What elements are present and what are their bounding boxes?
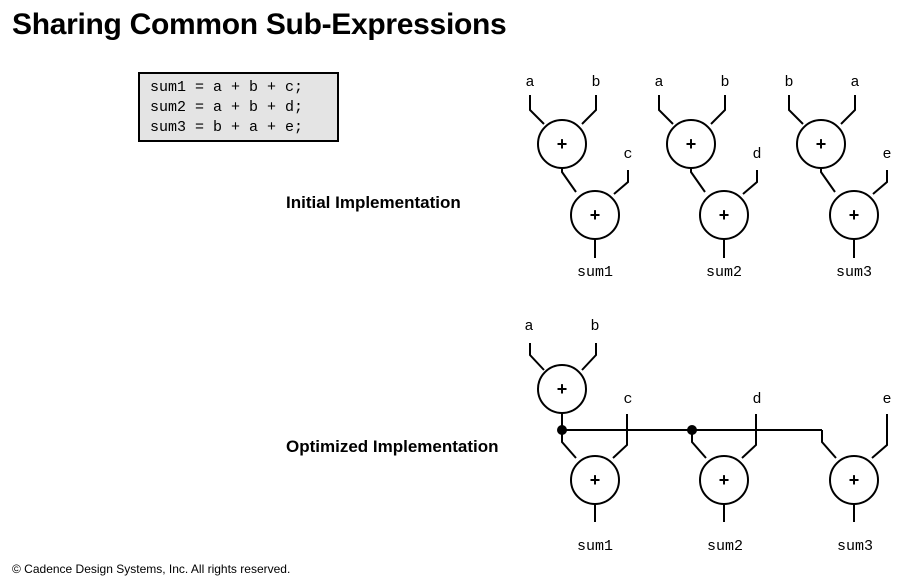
plus-sign: + xyxy=(718,205,730,225)
wire xyxy=(841,95,855,124)
optimized-implementation-label: Optimized Implementation xyxy=(286,437,499,456)
wire xyxy=(711,95,725,124)
wire xyxy=(582,343,596,370)
wire xyxy=(659,95,673,124)
output-label: sum3 xyxy=(836,538,874,555)
input-label: b xyxy=(784,74,794,91)
code-line-sum2: sum2 = a + b + d; xyxy=(150,99,304,116)
wire xyxy=(743,170,757,194)
plus-sign: + xyxy=(718,470,730,490)
copyright-notice: © Cadence Design Systems, Inc. All rights reserved. xyxy=(12,562,291,576)
wire xyxy=(872,414,887,458)
plus-sign: + xyxy=(848,205,860,225)
junction-dot xyxy=(687,425,697,435)
input-label: a xyxy=(525,74,535,91)
junction-dot xyxy=(557,425,567,435)
output-label: sum3 xyxy=(835,264,873,281)
plus-sign: + xyxy=(556,134,568,154)
wire xyxy=(742,414,756,458)
input-label: d xyxy=(752,146,762,163)
input-label: b xyxy=(590,318,600,335)
wire xyxy=(530,343,544,370)
plus-sign: + xyxy=(589,205,601,225)
wire xyxy=(613,414,627,458)
input-label: e xyxy=(882,391,892,408)
initial-implementation-label: Initial Implementation xyxy=(286,193,461,212)
output-label: sum1 xyxy=(576,264,614,281)
wire xyxy=(614,170,628,194)
plus-sign: + xyxy=(815,134,827,154)
page-title: Sharing Common Sub-Expressions xyxy=(12,8,507,41)
input-label: a xyxy=(524,318,534,335)
wire xyxy=(821,165,835,192)
input-label: a xyxy=(850,74,860,91)
wire xyxy=(873,170,887,194)
input-label: c xyxy=(623,391,633,408)
wire xyxy=(822,430,836,458)
input-label: b xyxy=(720,74,730,91)
input-label: d xyxy=(752,391,762,408)
plus-sign: + xyxy=(589,470,601,490)
input-label: c xyxy=(623,146,633,163)
wire xyxy=(530,95,544,124)
input-label: a xyxy=(654,74,664,91)
input-label: e xyxy=(882,146,892,163)
wire xyxy=(562,165,576,192)
plus-sign: + xyxy=(848,470,860,490)
output-label: sum2 xyxy=(705,264,743,281)
input-label: b xyxy=(591,74,601,91)
plus-sign: + xyxy=(556,379,568,399)
plus-sign: + xyxy=(685,134,697,154)
output-label: sum1 xyxy=(576,538,614,555)
output-label: sum2 xyxy=(706,538,744,555)
wire xyxy=(789,95,803,124)
wire xyxy=(582,95,596,124)
code-line-sum3: sum3 = b + a + e; xyxy=(150,119,304,136)
wire xyxy=(691,165,705,192)
code-line-sum1: sum1 = a + b + c; xyxy=(150,79,304,96)
